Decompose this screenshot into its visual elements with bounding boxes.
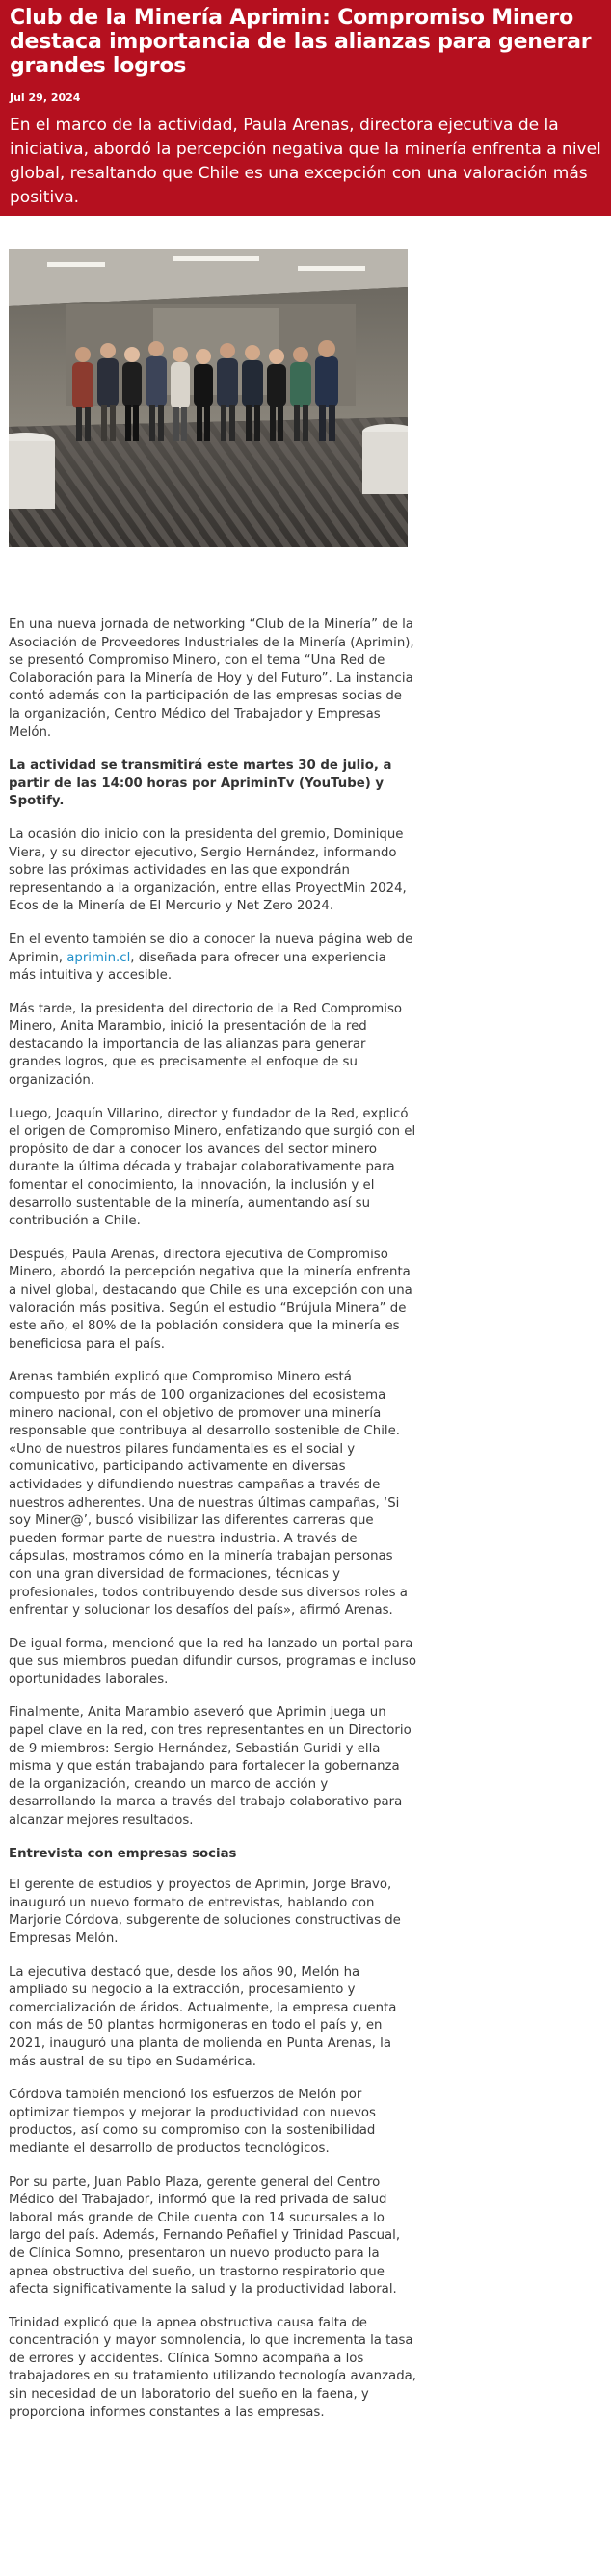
article-title: Club de la Minería Aprimin: Compromiso Minero destaca importancia de las alianzas para generar grandes logros	[10, 6, 592, 78]
paragraph: Trinidad explicó que la apnea obstructiva causa falta de concentración y mayor somnolencia, lo que incrementa la tasa de errores y accidentes. Clínica Somno acompaña a los trabajadores en su tratamiento utilizando tecnología avanzada, sin necesidad de un laboratorio del sueño en la faena, y proporciona informes constantes a las empresas.	[9, 2315, 417, 2420]
article-lead: En el marco de la actividad, Paula Arenas, directora ejecutiva de la iniciativa, abordó la percepción negativa que la minería enfrenta a nivel global, resaltando que Chile es una excepción con una valoración más positiva.	[10, 116, 601, 207]
paragraph: Después, Paula Arenas, directora ejecutiva de Compromiso Minero, abordó la percepción negativa que la minería enfrenta a nivel global, destacando que Chile es una excepción con una valoración más positiva. Según el estudio “Brújula Minera” de este año, el 80% de la población considera que la minería es beneficiosa para el país.	[9, 1247, 412, 1352]
paragraph: La ocasión dio inicio con la presidenta del gremio, Dominique Viera, y su director ejecutivo, Sergio Hernández, informando sobre las próximas actividades en las que expondrán representando a la organización, entre ellas ProyectMin 2024, Ecos de la Minería de El Mercurio y Net Zero 2024.	[9, 827, 407, 914]
paragraph: Arenas también explicó que Compromiso Minero está compuesto por más de 100 organizaciones del ecosistema minero nacional, con el objetivo de promover una minería responsable que contribuya al desarrollo sostenible de Chile. «Uno de nuestros pilares fundamentales es el social y comunicativo, participando activamente en diversas actividades y difundiendo nuestras campañas a través de nuestros adherentes. Una de nuestras últimas campañas, ‘Si soy Miner@’, buscó visibilizar las diferentes carreras que pueden formar parte de nuestra industria. A través de cápsulas, mostramos cómo en la minería trabajan personas con una gran diversidad de formaciones, técnicas y profesionales, todos contribuyendo desde sus diversos roles a enfrentar y solucionar los desafíos del país», afirmó Arenas.	[9, 1370, 408, 1618]
section-heading: Entrevista con empresas socias	[9, 1846, 237, 1861]
paragraph-with-link	[9, 932, 417, 986]
paragraph: Córdova también mencionó los esfuerzos de Melón por optimizar tiempos y mejorar la productividad con nuevos productos, así como su compromiso con la sostenibilidad mediante el desarrollo de productos tecnológicos.	[9, 2088, 376, 2156]
publish-date: Jul 29, 2024	[10, 92, 81, 104]
paragraph: La ejecutiva destacó que, desde los años 90, Melón ha ampliado su negocio a la extracción, procesamiento y comercialización de áridos. Actualmente, la empresa cuenta con más de 50 plantas hormigoneras en todo el país y, en 2021, inauguró una planta de molienda en Punta Arenas, la más austral de su tipo en Sudamérica.	[9, 1964, 397, 2069]
broadcast-notice: La actividad se transmitirá este martes 30 de julio, a partir de las 14:00 horas por ApriminTv (YouTube) y Spotify.	[9, 758, 392, 809]
paragraph: De igual forma, mencionó que la red ha lanzado un portal para que sus miembros puedan difundir cursos, programas e incluso oportunidades laborales.	[9, 1636, 416, 1687]
paragraph: El gerente de estudios y proyectos de Aprimin, Jorge Bravo, inauguró un nuevo formato de entrevistas, hablando con Marjorie Córdova, subgerente de soluciones constructivas de Empresas Melón.	[9, 1878, 401, 1946]
paragraph: Finalmente, Anita Marambio aseveró que Aprimin juega un papel clave en la red, con tres representantes en un Directorio de 9 miembros: Sergio Hernández, Sebastián Guridi y ella misma y que están trabajando para fortalecer la gobernanza de la organización, creando un marco de acción y desarrollando la marca a través del trabajo colaborativo para alcanzar mejores resultados.	[9, 1705, 412, 1828]
article-header	[0, 0, 611, 216]
paragraph-text: En el evento también se dio a conocer la nueva página web de Aprimin,	[9, 932, 413, 965]
event-group-photo	[9, 249, 408, 547]
paragraph: Más tarde, la presidenta del directorio de la Red Compromiso Minero, Anita Marambio, inició la presentación de la red destacando la importancia de las alianzas para generar grandes logros, que es precisamente el enfoque de su organización.	[9, 1001, 403, 1089]
paragraph: Por su parte, Juan Pablo Plaza, gerente general del Centro Médico del Trabajador, informó que la red privada de salud laboral más grande de Chile cuenta con 14 sucursales a lo largo del país. Además, Fernando Peñafiel y Trinidad Pascual, de Clínica Somno, presentaron un nuevo producto para la apnea obstructiva del sueño, un trastorno respiratorio que afecta significativamente la salud y la productividad laboral.	[9, 2174, 401, 2298]
paragraph: En una nueva jornada de networking “Club de la Minería” de la Asociación de Proveedores Industriales de la Minería (Aprimin), se presentó Compromiso Minero, con el tema “Una Red de Colaboración para la Minería de Hoy y del Futuro”. La instancia contó además con la participación de las empresas socias de la organización, Centro Médico del Trabajador y Empresas Melón.	[9, 618, 414, 740]
article-body	[0, 617, 426, 2422]
paragraph: Luego, Joaquín Villarino, director y fundador de la Red, explicó el origen de Compromiso Minero, enfatizando que surgió con el propósito de dar a conocer los avances del sector minero durante la última década y trabajar colaborativamente para fomentar el conocimiento, la innovación, la inclusión y el desarrollo sustentable de la minería, aumentando así su contribución a Chile.	[9, 1106, 416, 1229]
aprimin-website-link[interactable]: aprimin.cl	[66, 950, 131, 965]
paragraph-text: , diseñada para ofrecer una experiencia más intuitiva y accesible.	[9, 950, 386, 984]
group-photo-image	[9, 249, 408, 547]
